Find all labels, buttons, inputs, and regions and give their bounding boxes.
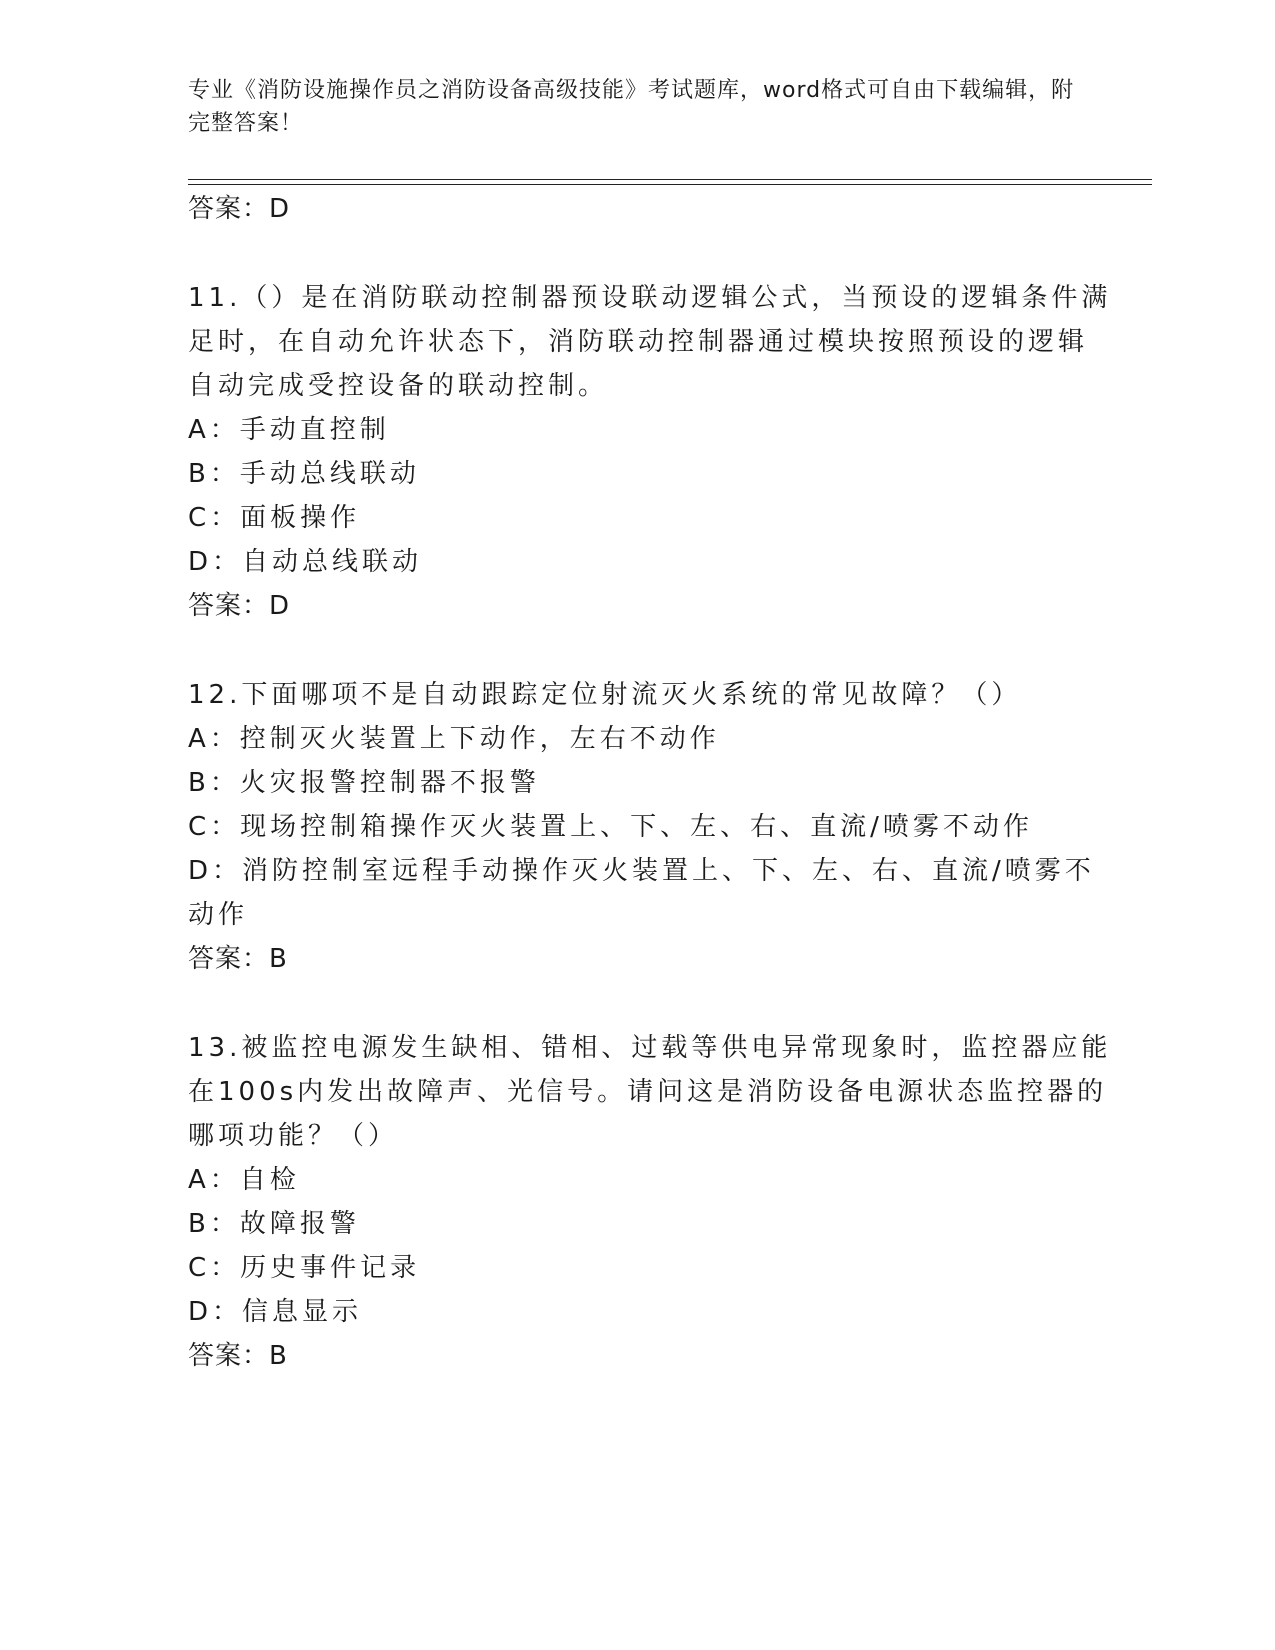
question-13-answer: 答案：B — [188, 1341, 288, 1371]
question-13-stem-line-1: 13.被监控电源发生缺相、错相、过载等供电异常现象时，监控器应能 — [188, 1033, 1112, 1063]
document-intro: 专业《消防设施操作员之消防设备高级技能》考试题库，word格式可自由下载编辑，附完整答案！ — [188, 78, 1075, 136]
question-12-option-d: D：消防控制室远程手动操作灭火装置上、下、左、右、直流/喷雾不 — [188, 856, 1095, 886]
header-divider-bottom — [188, 184, 1152, 185]
question-12-option-a: A：控制灭火装置上下动作，左右不动作 — [188, 724, 720, 754]
question-13-stem-line-3: 哪项功能？（） — [188, 1121, 399, 1151]
question-12-option-b: B：火灾报警控制器不报警 — [188, 768, 540, 798]
question-12-option-d-continued: 动作 — [188, 900, 249, 930]
question-11-option-b: B：手动总线联动 — [188, 459, 420, 489]
question-12-stem-line-1: 12.下面哪项不是自动跟踪定位射流灭火系统的常见故障？（） — [188, 680, 1022, 710]
header-divider-top — [188, 179, 1152, 180]
question-12-answer: 答案：B — [188, 944, 288, 974]
question-13-option-b: B：故障报警 — [188, 1209, 360, 1239]
previous-answer: 答案：D — [188, 194, 291, 224]
question-12-option-c: C：现场控制箱操作灭火装置上、下、左、右、直流/喷雾不动作 — [188, 812, 1033, 842]
question-13-stem-line-2: 在100s内发出故障声、光信号。请问这是消防设备电源状态监控器的 — [188, 1077, 1108, 1107]
question-11-stem-line-1: 11.（）是在消防联动控制器预设联动逻辑公式，当预设的逻辑条件满 — [188, 283, 1112, 313]
question-11-stem-line-2: 足时，在自动允许状态下，消防联动控制器通过模块按照预设的逻辑 — [188, 327, 1089, 357]
question-11-option-d: D：自动总线联动 — [188, 547, 423, 577]
question-13-option-a: A：自检 — [188, 1165, 300, 1195]
question-11-option-c: C：面板操作 — [188, 503, 361, 533]
question-11-stem-line-3: 自动完成受控设备的联动控制。 — [188, 371, 609, 401]
question-11-option-a: A：手动直控制 — [188, 415, 390, 445]
question-11-answer: 答案：D — [188, 591, 291, 621]
question-13-option-d: D：信息显示 — [188, 1297, 363, 1327]
question-13-option-c: C：历史事件记录 — [188, 1253, 421, 1283]
